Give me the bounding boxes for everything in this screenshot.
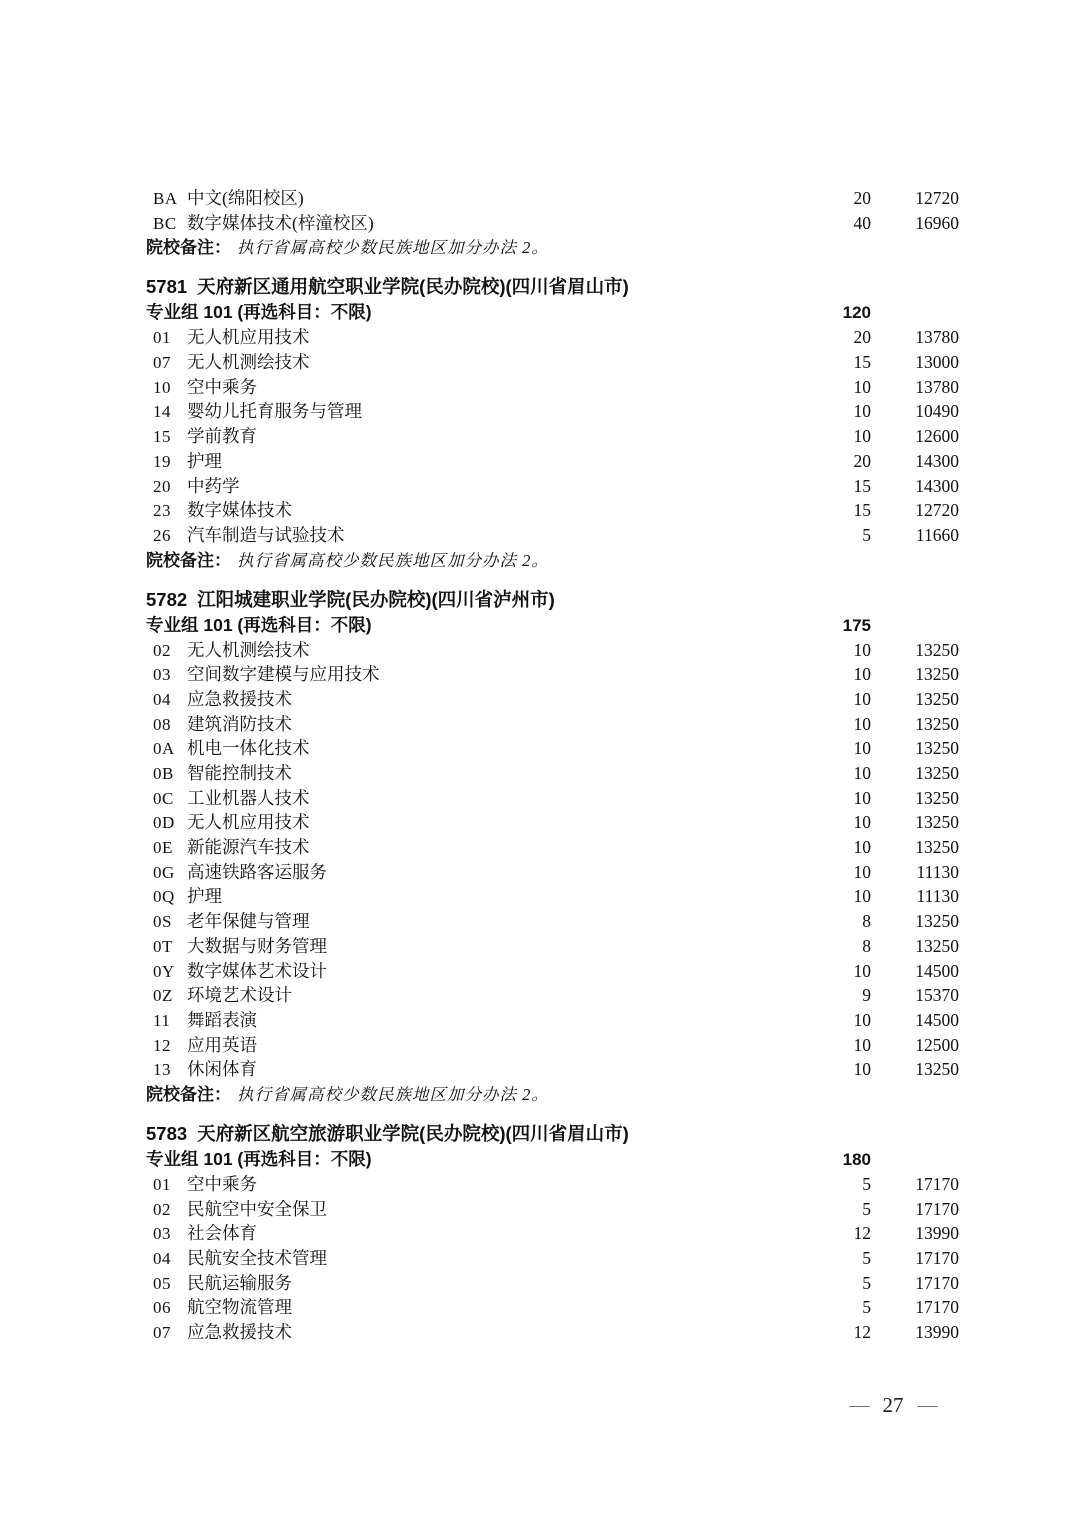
major-plan-count: 12	[853, 1322, 871, 1343]
major-name: 老年保健与管理	[187, 911, 310, 932]
major-plan-count: 10	[853, 426, 871, 447]
major-code: 05	[153, 1273, 171, 1293]
major-plan-count: 15	[853, 500, 871, 521]
major-name: 机电一体化技术	[187, 738, 310, 759]
major-name: 环境艺术设计	[187, 985, 292, 1006]
major-tuition-fee: 13990	[915, 1322, 959, 1343]
major-code: 10	[153, 377, 171, 397]
major-row	[146, 375, 959, 400]
major-plan-count: 10	[853, 886, 871, 907]
major-row	[146, 498, 959, 523]
major-tuition-fee: 11130	[916, 861, 959, 882]
major-code: 0S	[153, 912, 172, 932]
major-row	[146, 325, 959, 350]
major-name: 中文(绵阳校区)	[187, 188, 304, 208]
major-code: 11	[153, 1010, 171, 1030]
school-code: 5783	[146, 1122, 188, 1144]
admission-plan-list	[146, 186, 959, 1345]
school-note-label: 院校备注：	[146, 1084, 231, 1104]
major-name: 婴幼儿托育服务与管理	[187, 401, 362, 422]
major-plan-count: 10	[853, 639, 871, 660]
major-plan-count: 10	[853, 763, 871, 783]
major-code: 04	[153, 689, 171, 709]
major-row	[146, 934, 959, 959]
major-code: 01	[153, 328, 171, 348]
major-name: 高速铁路客运服务	[187, 861, 327, 882]
major-name: 新能源汽车技术	[187, 837, 310, 858]
major-row	[146, 736, 959, 761]
major-row	[146, 1033, 959, 1058]
major-code: 19	[153, 451, 171, 471]
major-tuition-fee: 13780	[915, 327, 959, 348]
major-code: 0A	[153, 739, 175, 759]
major-plan-count: 10	[853, 1059, 871, 1080]
major-tuition-fee: 14500	[915, 1009, 959, 1030]
major-group-label: 专业组 101 (再选科目：不限)	[146, 1148, 372, 1169]
major-tuition-fee: 10490	[915, 401, 959, 422]
major-name: 汽车制造与试验技术	[187, 524, 345, 545]
major-tuition-fee: 13250	[915, 787, 959, 808]
major-plan-count: 9	[862, 985, 871, 1006]
major-tuition-fee: 14500	[915, 960, 959, 981]
major-row	[146, 786, 959, 811]
major-name: 社会体育	[187, 1223, 257, 1244]
major-tuition-fee: 13250	[915, 639, 959, 660]
major-row	[146, 1197, 959, 1222]
major-code: 0G	[153, 862, 175, 882]
major-code: BC	[153, 213, 177, 233]
major-tuition-fee: 17170	[915, 1198, 959, 1219]
school-name: 天府新区航空旅游职业学院(民办院校)(四川省眉山市)	[197, 1122, 629, 1144]
major-plan-count: 10	[853, 787, 871, 808]
major-row	[146, 523, 959, 548]
major-name: 航空物流管理	[187, 1297, 292, 1318]
major-tuition-fee: 13250	[915, 911, 959, 932]
major-tuition-fee: 13250	[915, 935, 959, 956]
major-tuition-fee: 13250	[915, 713, 959, 734]
major-plan-count: 10	[853, 837, 871, 858]
major-plan-count: 8	[862, 935, 871, 956]
major-name: 数字媒体艺术设计	[187, 960, 327, 981]
major-plan-count: 10	[853, 812, 871, 833]
page-number-value: 27	[882, 1393, 904, 1417]
major-plan-count: 10	[853, 688, 871, 709]
major-name: 舞蹈表演	[187, 1009, 257, 1030]
school-name: 江阳城建职业学院(民办院校)(四川省泸州市)	[197, 588, 555, 610]
major-row	[146, 712, 959, 737]
major-group-label: 专业组 101 (再选科目：不限)	[146, 614, 372, 635]
major-tuition-fee: 13250	[915, 688, 959, 709]
major-row	[146, 399, 959, 424]
major-group-row	[146, 1147, 959, 1172]
major-code: BA	[153, 189, 178, 208]
major-code: 0Y	[153, 961, 175, 981]
major-name: 无人机应用技术	[187, 327, 310, 348]
major-row	[146, 474, 959, 499]
school-name: 天府新区通用航空职业学院(民办院校)(四川省眉山市)	[197, 276, 629, 298]
major-tuition-fee: 13250	[915, 1059, 959, 1080]
major-code: 03	[153, 1224, 171, 1244]
school-note-text: 执行省属高校少数民族地区加分办法 2。	[237, 1084, 549, 1104]
major-name: 民航运输服务	[187, 1272, 292, 1293]
major-code: 0D	[153, 813, 175, 833]
major-row	[146, 835, 959, 860]
major-plan-count: 12	[853, 1223, 871, 1244]
major-tuition-fee: 13250	[915, 664, 959, 685]
major-code: 20	[153, 476, 171, 496]
school-note-text: 执行省属高校少数民族地区加分办法 2。	[237, 550, 549, 570]
major-row	[146, 424, 959, 449]
major-row	[146, 211, 959, 236]
major-row	[146, 449, 959, 474]
school-note-row	[146, 548, 959, 573]
school-header	[146, 587, 959, 613]
major-row	[146, 983, 959, 1008]
major-name: 空中乘务	[187, 1173, 257, 1194]
major-plan-count: 40	[853, 212, 871, 233]
major-code: 23	[153, 501, 171, 521]
school-code: 5782	[146, 588, 188, 610]
major-tuition-fee: 14300	[915, 450, 959, 471]
school-note-label: 院校备注：	[146, 550, 231, 570]
major-plan-count: 5	[862, 1272, 871, 1293]
major-code: 06	[153, 1298, 171, 1318]
school-note-label: 院校备注：	[146, 238, 231, 258]
school-note-row	[146, 235, 959, 260]
major-row	[146, 884, 959, 909]
school-code: 5781	[146, 276, 188, 298]
major-plan-count: 5	[862, 524, 871, 545]
major-plan-count: 10	[853, 376, 871, 397]
major-name: 民航空中安全保卫	[187, 1198, 327, 1219]
school-header	[146, 1121, 959, 1147]
major-tuition-fee: 11130	[916, 886, 959, 907]
major-row	[146, 186, 959, 211]
major-code: 08	[153, 714, 171, 734]
school-note-row	[146, 1082, 959, 1107]
major-code: 0T	[153, 936, 173, 956]
major-row	[146, 959, 959, 984]
major-name: 护理	[187, 450, 222, 471]
major-plan-count: 10	[853, 861, 871, 882]
major-row	[146, 638, 959, 663]
major-row	[146, 860, 959, 885]
major-name: 大数据与财务管理	[187, 935, 327, 956]
major-code: 03	[153, 665, 171, 685]
major-name: 中药学	[187, 475, 240, 496]
major-name: 民航安全技术管理	[187, 1248, 327, 1268]
major-tuition-fee: 13000	[915, 352, 959, 373]
major-name: 空间数字建模与应用技术	[187, 664, 380, 685]
major-tuition-fee: 15370	[915, 985, 959, 1006]
major-tuition-fee: 13250	[915, 738, 959, 759]
major-tuition-fee: 17170	[915, 1272, 959, 1293]
major-plan-count: 5	[862, 1173, 871, 1194]
major-code: 0Q	[153, 887, 175, 907]
major-code: 13	[153, 1060, 171, 1080]
major-group-label: 专业组 101 (再选科目：不限)	[146, 302, 372, 323]
major-plan-count: 20	[853, 327, 871, 348]
page-number	[793, 1393, 993, 1418]
major-group-plan-total: 120	[842, 303, 871, 323]
major-code: 0C	[153, 788, 174, 808]
major-plan-count: 5	[862, 1198, 871, 1219]
major-row	[146, 810, 959, 835]
major-code: 04	[153, 1249, 171, 1268]
major-plan-count: 15	[853, 352, 871, 373]
major-name: 护理	[187, 886, 222, 907]
major-code: 0E	[153, 838, 173, 858]
major-plan-count: 5	[862, 1248, 871, 1268]
major-row	[146, 1246, 959, 1271]
major-tuition-fee: 17170	[915, 1297, 959, 1318]
major-code: 14	[153, 402, 171, 422]
major-tuition-fee: 17170	[915, 1173, 959, 1194]
major-row	[146, 662, 959, 687]
major-name: 数字媒体技术(梓潼校区)	[187, 212, 374, 233]
major-code: 0B	[153, 764, 174, 783]
major-tuition-fee: 12600	[915, 426, 959, 447]
major-row	[146, 687, 959, 712]
major-code: 0Z	[153, 986, 173, 1006]
major-tuition-fee: 13250	[915, 837, 959, 858]
major-tuition-fee: 14300	[915, 475, 959, 496]
major-name: 应急救援技术	[187, 688, 292, 709]
major-name: 无人机测绘技术	[187, 352, 310, 373]
school-note-text: 执行省属高校少数民族地区加分办法 2。	[237, 238, 549, 258]
major-code: 02	[153, 1199, 171, 1219]
major-name: 智能控制技术	[187, 763, 292, 783]
page-number-left-dash: —	[849, 1394, 869, 1416]
major-code: 26	[153, 525, 171, 545]
major-tuition-fee: 13780	[915, 376, 959, 397]
major-row	[146, 909, 959, 934]
major-plan-count: 10	[853, 401, 871, 422]
major-code: 12	[153, 1035, 171, 1055]
major-plan-count: 10	[853, 1034, 871, 1055]
major-plan-count: 10	[853, 664, 871, 685]
major-name: 空中乘务	[187, 376, 257, 397]
major-code: 02	[153, 640, 171, 660]
major-tuition-fee: 13250	[915, 763, 959, 783]
page-number-right-dash: —	[917, 1394, 937, 1416]
major-tuition-fee: 12720	[915, 500, 959, 521]
major-name: 数字媒体技术	[187, 500, 292, 521]
major-tuition-fee: 12720	[915, 188, 959, 208]
major-row	[146, 1295, 959, 1320]
major-tuition-fee: 16960	[915, 212, 959, 233]
major-row	[146, 1221, 959, 1246]
major-row	[146, 1057, 959, 1082]
major-code: 15	[153, 427, 171, 447]
major-tuition-fee: 13990	[915, 1223, 959, 1244]
major-name: 休闲体育	[187, 1059, 257, 1080]
major-name: 无人机测绘技术	[187, 639, 310, 660]
major-plan-count: 20	[853, 188, 871, 208]
major-group-plan-total: 180	[842, 1149, 871, 1169]
major-row	[146, 1172, 959, 1197]
major-tuition-fee: 13250	[915, 812, 959, 833]
major-group-plan-total: 175	[842, 615, 871, 635]
major-row	[146, 350, 959, 375]
major-tuition-fee: 12500	[915, 1034, 959, 1055]
major-code: 01	[153, 1174, 171, 1194]
major-code: 07	[153, 1323, 171, 1343]
major-group-row	[146, 613, 959, 638]
major-name: 应急救援技术	[187, 1322, 292, 1343]
major-row	[146, 761, 959, 786]
major-plan-count: 10	[853, 738, 871, 759]
major-name: 学前教育	[187, 426, 257, 447]
major-row	[146, 1320, 959, 1345]
school-header	[146, 274, 959, 300]
major-plan-count: 10	[853, 713, 871, 734]
major-plan-count: 15	[853, 475, 871, 496]
major-name: 建筑消防技术	[187, 713, 292, 734]
major-name: 应用英语	[187, 1034, 257, 1055]
major-group-row	[146, 300, 959, 325]
major-plan-count: 10	[853, 960, 871, 981]
major-plan-count: 8	[862, 911, 871, 932]
major-name: 工业机器人技术	[187, 787, 310, 808]
major-plan-count: 5	[862, 1297, 871, 1318]
major-plan-count: 10	[853, 1009, 871, 1030]
major-tuition-fee: 11660	[915, 524, 959, 545]
major-plan-count: 20	[853, 450, 871, 471]
major-row	[146, 1271, 959, 1296]
major-name: 无人机应用技术	[187, 812, 310, 833]
major-tuition-fee: 17170	[915, 1248, 959, 1268]
major-row	[146, 1008, 959, 1033]
major-code: 07	[153, 353, 171, 373]
